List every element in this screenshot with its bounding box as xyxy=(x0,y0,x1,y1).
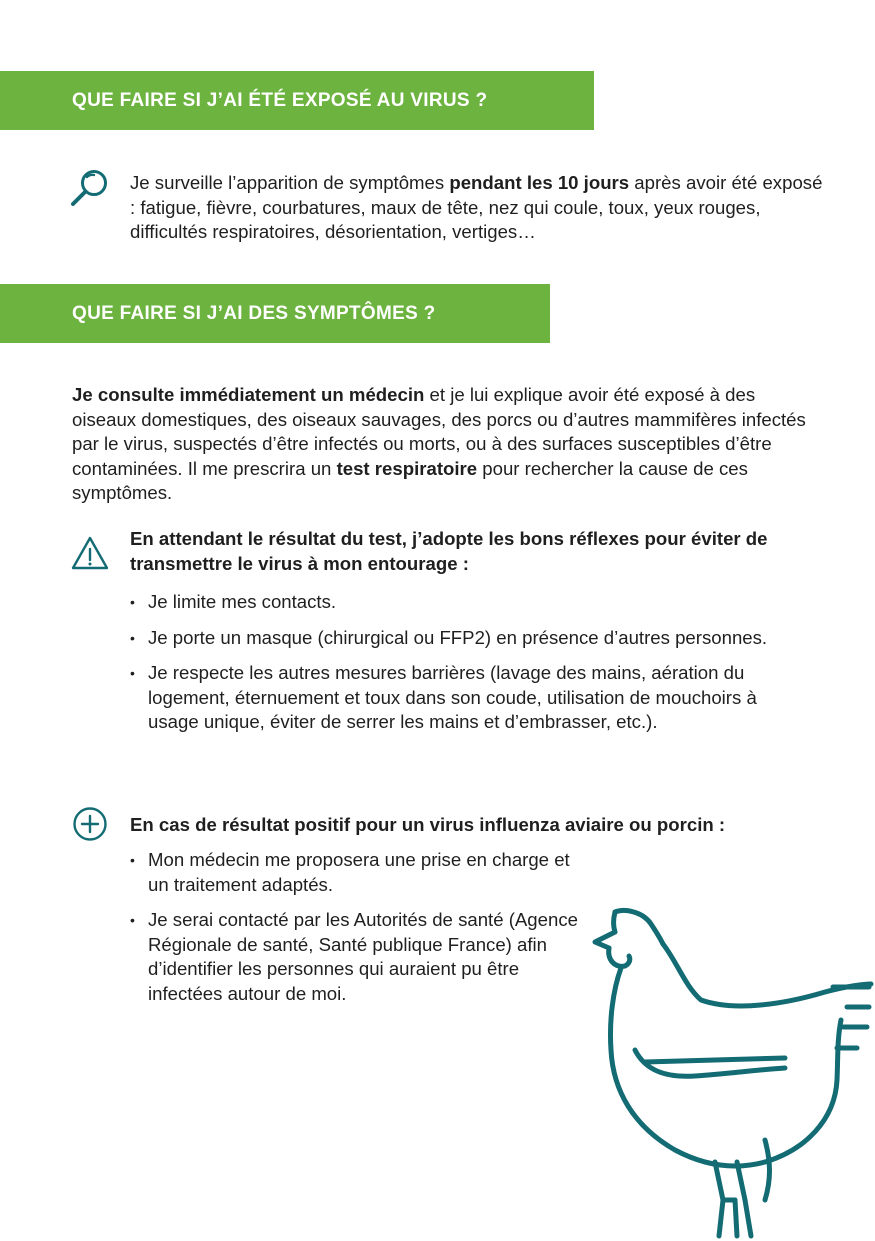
list-item: • Je porte un masque (chirurgical ou FFP2) en présence d’autres personnes. xyxy=(130,626,810,651)
magnifier-icon xyxy=(68,166,112,210)
warning-triangle-icon xyxy=(70,535,110,571)
positive-result-title: En cas de résultat positif pour un virus influenza aviaire ou porcin : xyxy=(130,814,726,835)
section-heading-exposure-text: QUE FAIRE SI J’AI ÉTÉ EXPOSÉ AU VIRUS ? xyxy=(72,89,488,111)
symptoms-intro-paragraph: Je consulte immédiatement un médecin et je lui explique avoir été exposé à des oiseaux domestiques, des oiseaux sauvages, des porcs ou d’autres mammifères infectés par le virus, suspectés d’être infectés ou morts, ou à des surfaces susceptibles d’être contaminées. Il me prescrira un test respiratoire pour rechercher la cause de ces symptômes. xyxy=(72,384,806,504)
list-item: • Mon médecin me proposera une prise en charge et un traitement adaptés. xyxy=(130,848,590,897)
plus-circle-icon xyxy=(72,806,108,842)
chicken-icon xyxy=(585,900,875,1241)
exposure-paragraph: Je surveille l’apparition de symptômes pendant les 10 jours après avoir été exposé : fatigue, fièvre, courbatures, maux de tête, nez qui coule, toux, yeux rouges, difficultés respiratoires, désorientation, vertiges… xyxy=(130,172,823,243)
list-item: • Je serai contacté par les Autorités de santé (Agence Régionale de santé, Santé publique France) afin d’identifier les personnes qui auraient pu être infectées autour de moi. xyxy=(130,908,590,1006)
positive-result-list xyxy=(130,848,590,1018)
warning-title: En attendant le résultat du test, j’adopte les bons réflexes pour éviter de transmettre le virus à mon entourage : xyxy=(130,528,768,574)
list-item: • Je respecte les autres mesures barrières (lavage des mains, aération du logement, éternuement et toux dans son coude, utilisation de mouchoirs à usage unique, éviter de serrer les mains et d’embrasser, etc.). xyxy=(130,661,810,735)
section-heading-symptoms xyxy=(0,284,550,343)
warning-list xyxy=(130,590,810,746)
list-item: • Je limite mes contacts. xyxy=(130,590,810,615)
section-heading-symptoms-text: QUE FAIRE SI J’AI DES SYMPTÔMES ? xyxy=(72,302,436,324)
section-heading-exposure xyxy=(0,71,594,130)
